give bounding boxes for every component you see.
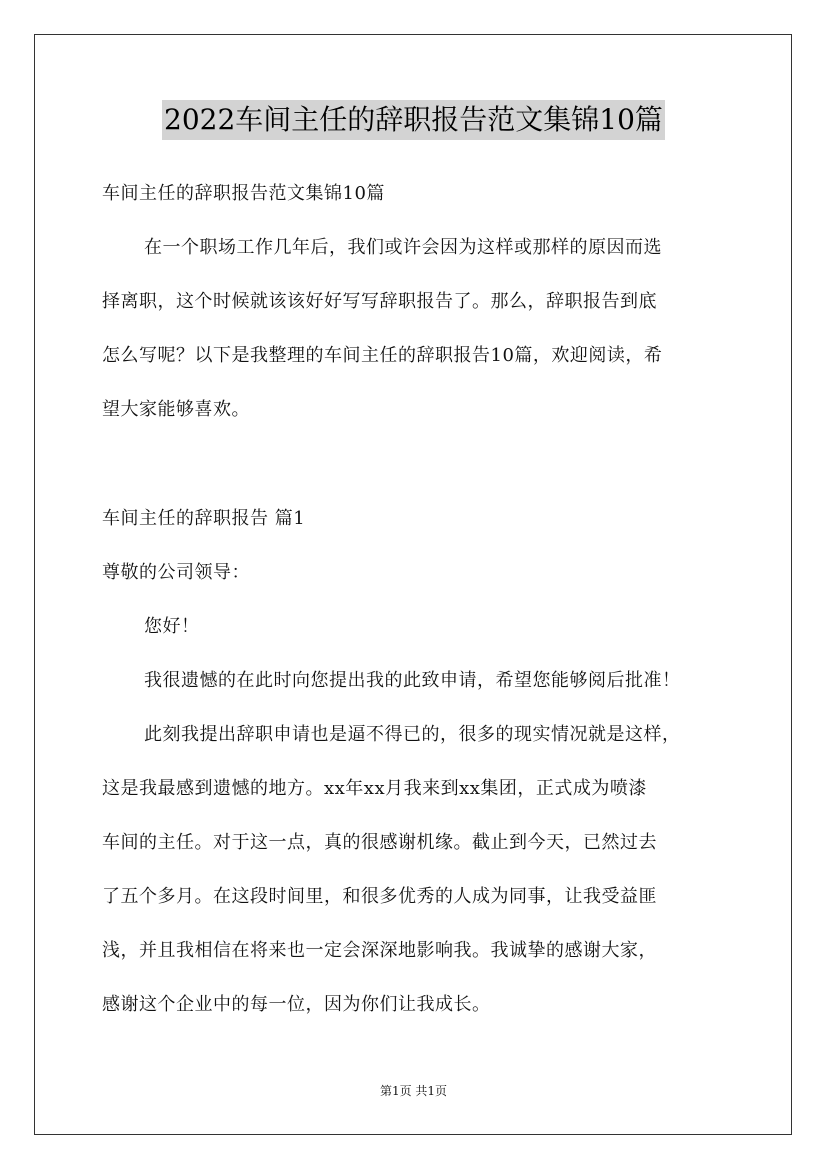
paragraph-2-line-2: 这是我最感到遗憾的地方。xx年xx月我来到xx集团，正式成为喷漆 [102, 778, 647, 799]
document-subtitle: 车间主任的辞职报告范文集锦10篇 [102, 183, 385, 204]
intro-line-3: 怎么写呢？以下是我整理的车间主任的辞职报告10篇，欢迎阅读，希 [102, 345, 663, 366]
salutation: 尊敬的公司领导： [102, 562, 250, 583]
intro-line-1: 在一个职场工作几年后，我们或许会因为这样或那样的原因而选 [144, 237, 662, 258]
intro-line-2: 择离职，这个时候就该该好好写写辞职报告了。那么，辞职报告到底 [102, 291, 657, 312]
page-footer: 第1页 共1页 [379, 1084, 448, 1098]
document-title: 2022车间主任的辞职报告范文集锦10篇 [162, 100, 665, 140]
paragraph-1: 我很遗憾的在此时向您提出我的此致申请，希望您能够阅后批准！ [144, 670, 681, 691]
paragraph-2-line-1: 此刻我提出辞职申请也是逼不得已的，很多的现实情况就是这样， [144, 724, 681, 745]
greeting: 您好！ [144, 616, 200, 637]
section-heading: 车间主任的辞职报告 篇1 [102, 508, 306, 529]
paragraph-2-line-5: 浅，并且我相信在将来也一定会深深地影响我。我诚挚的感谢大家， [102, 940, 657, 961]
intro-line-4: 望大家能够喜欢。 [102, 399, 250, 420]
paragraph-2-line-3: 车间的主任。对于这一点，真的很感谢机缘。截止到今天，已然过去 [102, 832, 657, 853]
paragraph-2-line-4: 了五个多月。在这段时间里，和很多优秀的人成为同事，让我受益匪 [102, 886, 657, 907]
title-container [0, 100, 827, 140]
paragraph-2-line-6: 感谢这个企业中的每一位，因为你们让我成长。 [102, 994, 491, 1015]
